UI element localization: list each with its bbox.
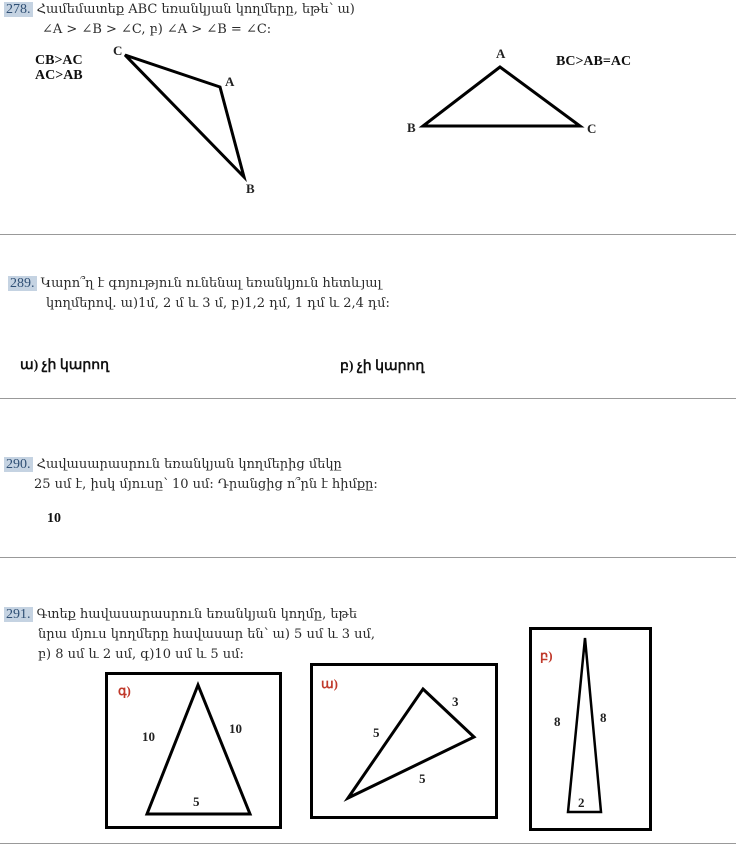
divider bbox=[0, 843, 736, 844]
vertex-label-c: C bbox=[113, 43, 123, 58]
problem-text-line: Համեմատեք ABC եռանկյան կողմերը, եթե՝ ա) bbox=[36, 2, 355, 17]
figure-label: գ) bbox=[118, 683, 131, 698]
side-label: 8 bbox=[600, 710, 607, 725]
problem-text-line: 25 սմ է, իսկ մյուսը՝ 10 սմ: Դրանցից ո՞րն է հիմքը: bbox=[34, 477, 378, 492]
side-label: 8 bbox=[554, 714, 561, 729]
answer-278-b: BC>AB=AC bbox=[556, 54, 632, 69]
problem-number: 289. bbox=[10, 276, 35, 291]
side-label: 2 bbox=[578, 795, 585, 810]
problem-number: 290. bbox=[6, 457, 31, 472]
problem-text-line: ∠A > ∠B > ∠C, բ) ∠A > ∠B = ∠C: bbox=[42, 22, 272, 37]
answer-289-a: ա) չի կարող bbox=[20, 358, 109, 373]
vertex-label-b: B bbox=[246, 181, 255, 196]
answer-290: 10 bbox=[47, 511, 61, 526]
problem-text-line: նրա մյուս կողմերը հավասար են՝ ա) 5 սմ և 3 սմ, bbox=[38, 627, 375, 642]
side-label: 3 bbox=[452, 694, 459, 709]
vertex-label-a: A bbox=[496, 46, 506, 61]
figure-label: ա) bbox=[321, 676, 338, 691]
answer-289-b: բ) չի կարող bbox=[340, 359, 425, 374]
side-label: 5 bbox=[193, 794, 200, 809]
problem-number: 278. bbox=[6, 2, 31, 17]
vertex-label-a: A bbox=[225, 74, 235, 89]
problem-text-line: Գտեք հավասարասրուն եռանկյան կողմը, եթե bbox=[36, 607, 358, 622]
problem-text-line: Հավասարասրուն եռանկյան կողմերից մեկը bbox=[36, 457, 342, 472]
answer-278-a-line1: CB>AC bbox=[35, 53, 83, 68]
figure-label: բ) bbox=[540, 648, 553, 663]
problem-text-line: բ) 8 սմ և 2 սմ, գ)10 սմ և 5 սմ: bbox=[38, 647, 244, 662]
vertex-label-c: C bbox=[587, 121, 597, 136]
side-label: 5 bbox=[419, 771, 426, 786]
problem-text-line: Կարո՞ղ է գոյություն ունենալ եռանկյուն հետևյալ bbox=[40, 276, 382, 291]
answer-278-a-line2: AC>AB bbox=[35, 68, 83, 83]
problem-number: 291. bbox=[6, 607, 31, 622]
side-label: 10 bbox=[142, 729, 155, 744]
side-label: 10 bbox=[229, 721, 242, 736]
vertex-label-b: B bbox=[407, 120, 416, 135]
side-label: 5 bbox=[373, 725, 380, 740]
problem-text-line: կողմերով. ա)1մ, 2 մ և 3 մ, բ)1,2 դմ, 1 դմ և 2,4 դմ: bbox=[46, 296, 390, 311]
